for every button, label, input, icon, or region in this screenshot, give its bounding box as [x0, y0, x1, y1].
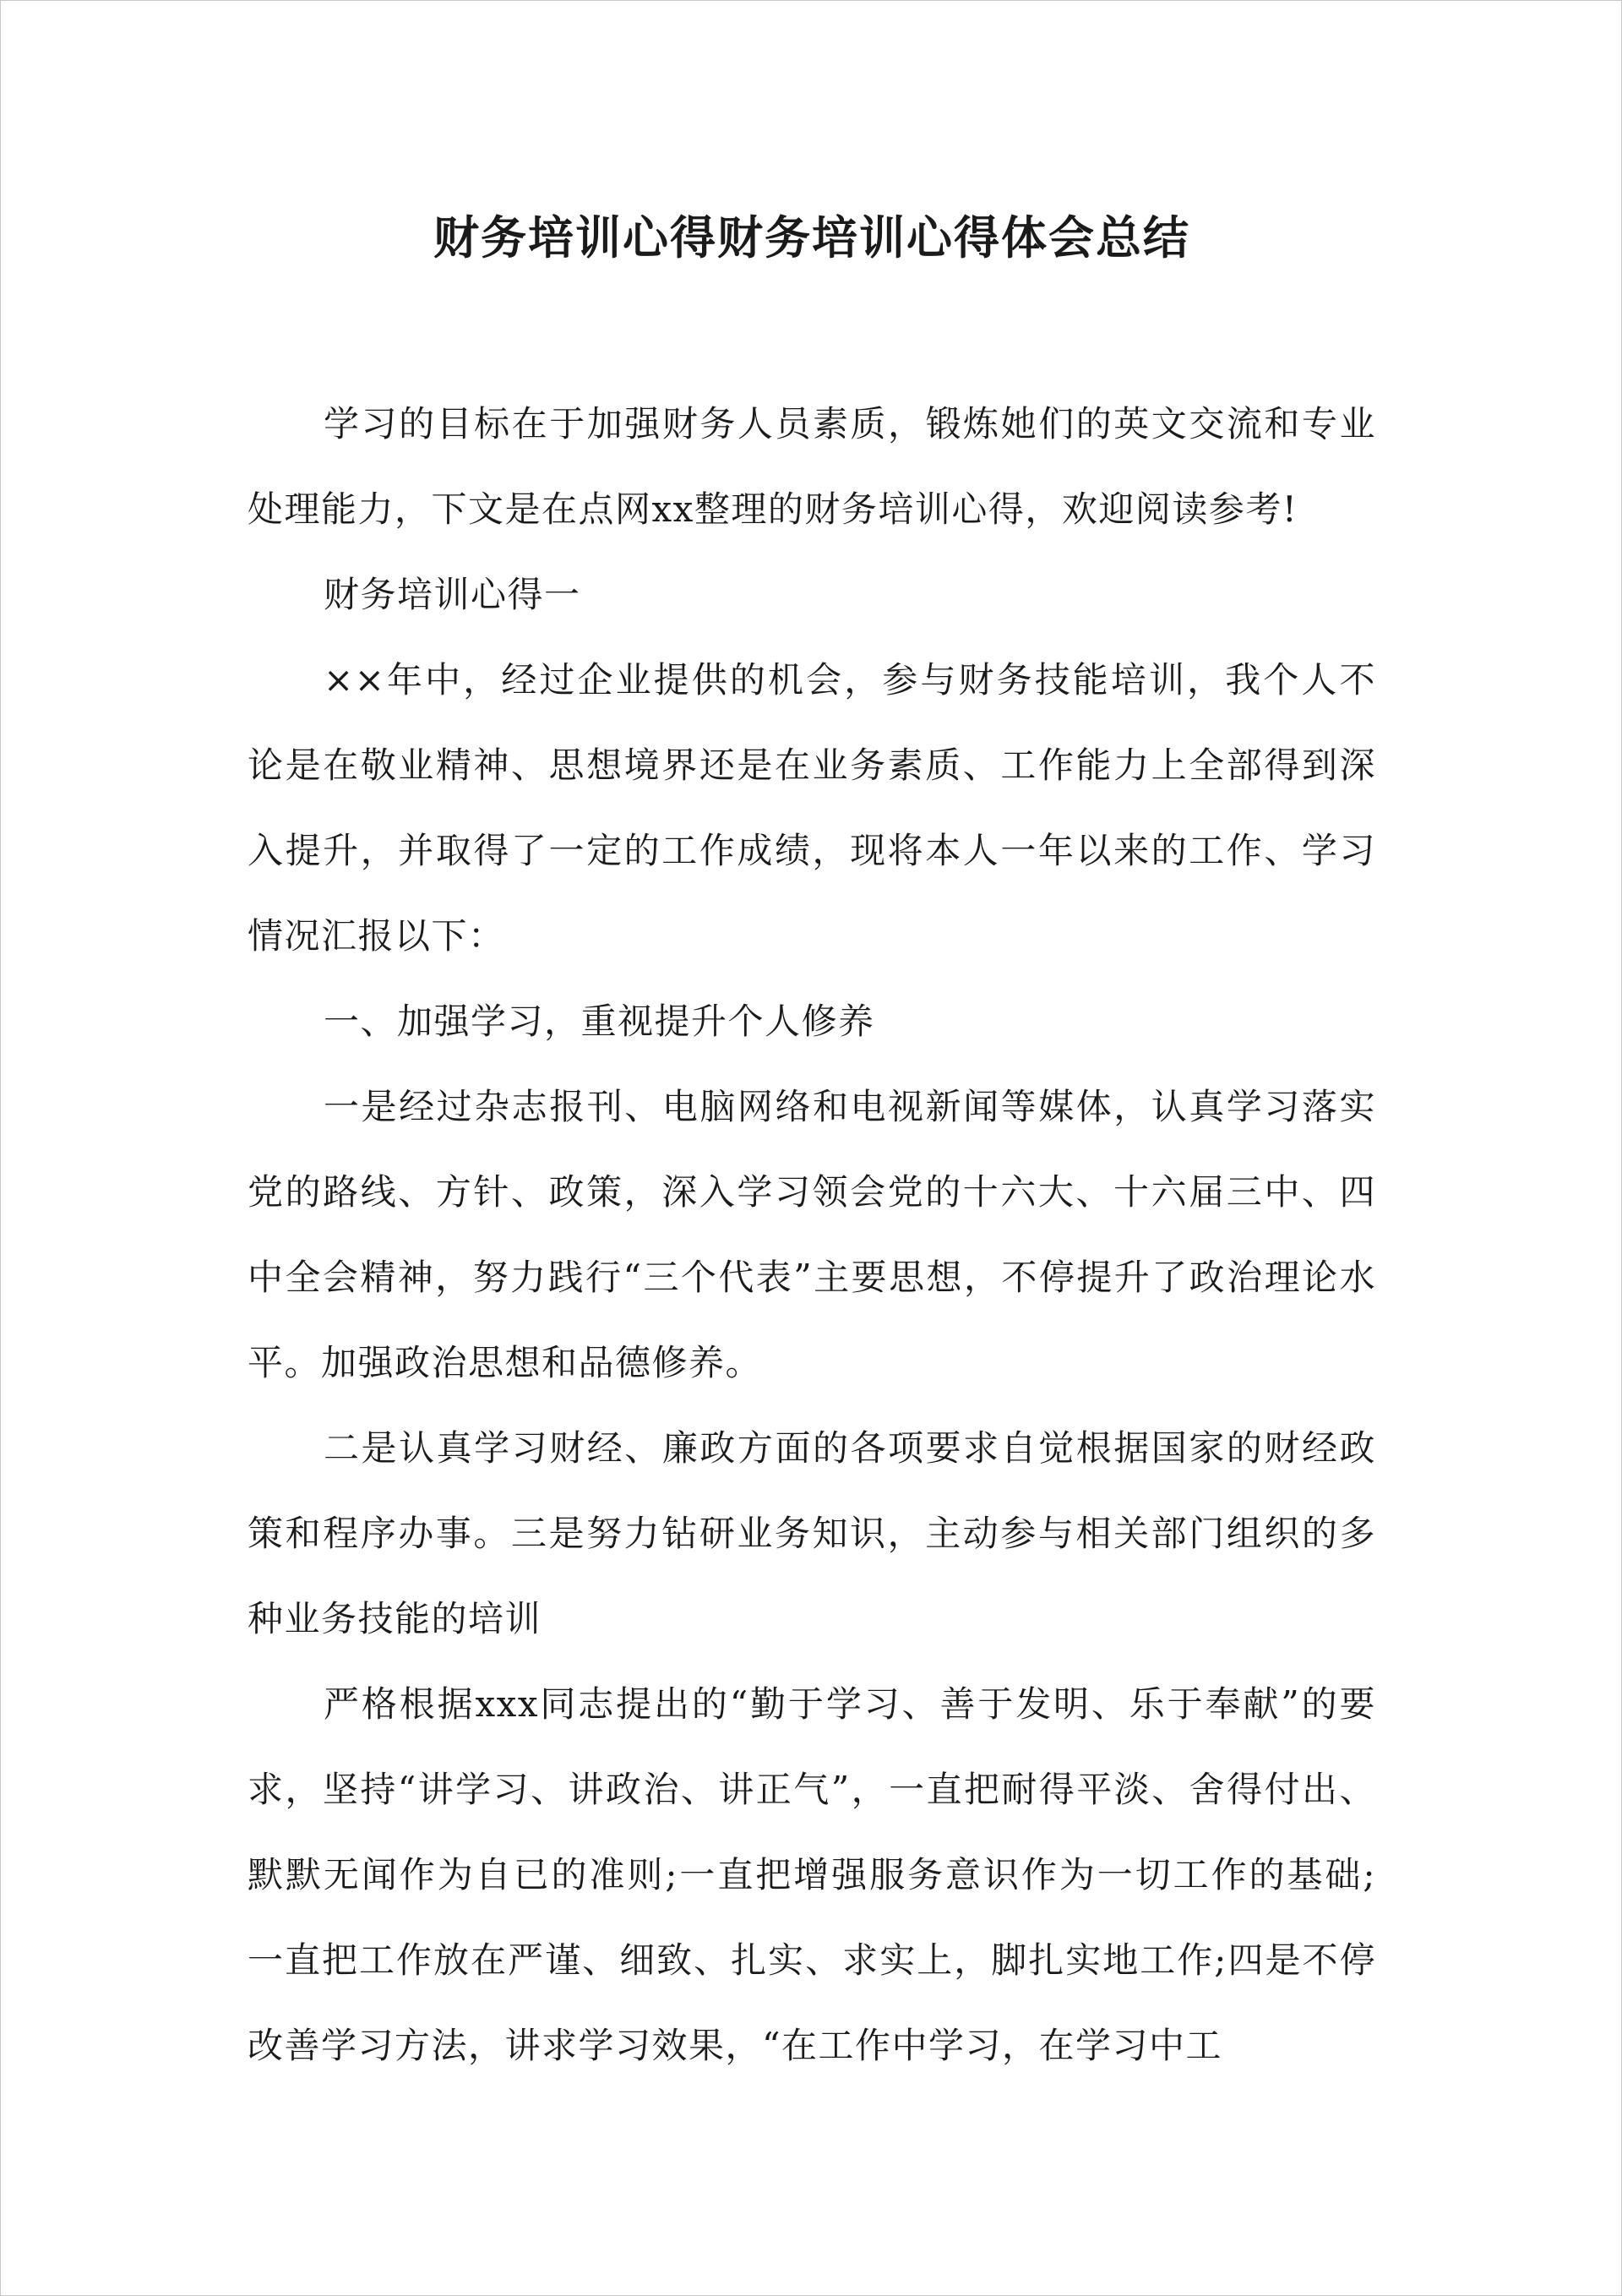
paragraph-summary: ××年中，经过企业提供的机会，参与财务技能培训，我个人不论是在敬业精神、思想境界还是在业务素质、工作能力上全部得到深入提升，并取得了一定的工作成绩，现将本人一年以来的工作、学习情况汇报以下：	[248, 659, 1376, 957]
paragraph-point-two-three: 二是认真学习财经、廉政方面的各项要求自觉根据国家的财经政策和程序办事。三是努力钻研业务知识，主动参与相关部门组织的多种业务技能的培训	[248, 1427, 1376, 1639]
paragraph-point-one: 一是经过杂志报刊、电脑网络和电视新闻等媒体，认真学习落实党的路线、方针、政策，深入学习领会党的十六大、十六届三中、四中全会精神，努力践行“三个代表”主要思想，不停提升了政治理论水平。加强政治思想和品德修养。	[248, 1086, 1376, 1383]
paragraph-point-four: 严格根据xxx同志提出的“勤于学习、善于发明、乐于奉献”的要求，坚持“讲学习、讲政治、讲正气”，一直把耐得平淡、舍得付出、默默无闻作为自已的准则;一直把增强服务意识作为一切工作的基础;一直把工作放在严谨、细致、扎实、求实上，脚扎实地工作;四是不停改善学习方法，讲求学习效果，“在工作中学习，在学习中工	[248, 1683, 1376, 2066]
paragraph-intro: 学习的目标在于加强财务人员素质，锻炼她们的英文交流和专业处理能力，下文是在点网xx整理的财务培训心得，欢迎阅读参考!	[248, 403, 1376, 530]
subheading-study: 一、加强学习，重视提升个人修养	[324, 1001, 875, 1042]
section-heading-one: 财务培训心得一	[324, 574, 581, 615]
document-body	[248, 381, 1376, 2088]
document-title: 财务培训心得财务培训心得体会总结	[433, 210, 1190, 265]
